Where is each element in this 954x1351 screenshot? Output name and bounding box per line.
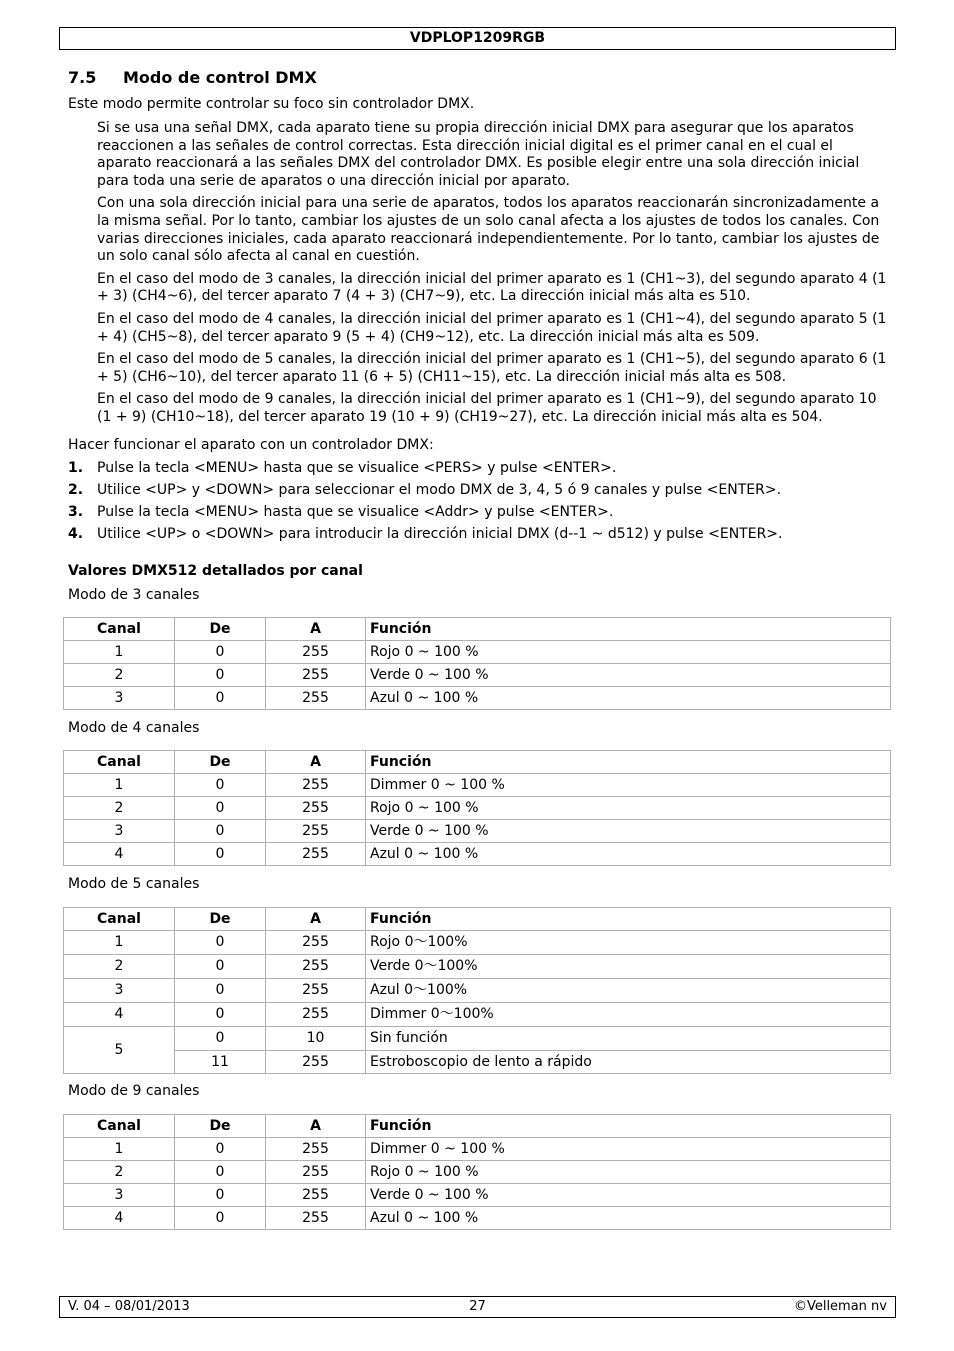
cell-funcion: Verde 0～100%	[366, 955, 891, 979]
step-number: 1.	[68, 460, 84, 476]
footer-version: V. 04 – 08/01/2013	[68, 1299, 190, 1314]
step-text: Pulse la tecla <MENU> hasta que se visualice <PERS> y pulse <ENTER>.	[97, 460, 617, 476]
footer-copyright: ©Velleman nv	[793, 1299, 887, 1314]
cell-de: 0	[175, 1138, 266, 1161]
cell-funcion: Azul 0～100%	[366, 979, 891, 1003]
cell-funcion: Rojo 0～100%	[366, 931, 891, 955]
cell-de: 0	[175, 641, 266, 664]
cell-funcion: Verde 0 ~ 100 %	[366, 820, 891, 843]
header-funcion: Función	[366, 908, 891, 931]
table-row	[64, 820, 891, 843]
paragraph: En el caso del modo de 3 canales, la dirección inicial del primer aparato es 1 (CH1~3), del segundo aparato 4 (1 + 3) (CH4~6), del tercer aparato 7 (4 + 3) (CH7~9), etc. La dirección inicial más alta es 510.	[97, 270, 887, 305]
table-row	[64, 1207, 891, 1230]
cell-a: 255	[266, 664, 366, 687]
cell-de: 0	[175, 664, 266, 687]
table-row	[64, 774, 891, 797]
table-row	[64, 641, 891, 664]
subheading: Valores DMX512 detallados por canal	[68, 563, 363, 579]
header-funcion: Función	[366, 1115, 891, 1138]
cell-de: 0	[175, 931, 266, 955]
step-text: Utilice <UP> y <DOWN> para seleccionar el modo DMX de 3, 4, 5 ó 9 canales y pulse <ENTER>.	[97, 482, 782, 498]
cell-a: 255	[266, 1184, 366, 1207]
cell-canal: 2	[64, 797, 175, 820]
paragraph: Con una sola dirección inicial para una serie de aparatos, todos los aparatos reaccionarán sincronizadamente a la misma señal. Por lo tanto, cambiar los ajustes de un solo canal afecta a los ajustes de todos los canales. Con varias direcciones iniciales, cada aparato reaccionará independientemente. Por lo tanto, cambiar los ajustes de un solo canal sólo afecta al canal en cuestión.	[97, 195, 880, 265]
cell-a: 255	[266, 641, 366, 664]
header-a: A	[266, 618, 366, 641]
steps-list	[68, 460, 888, 548]
cell-canal: 3	[64, 1184, 175, 1207]
cell-canal: 3	[64, 979, 175, 1003]
cell-a: 255	[266, 687, 366, 710]
header-canal: Canal	[64, 618, 175, 641]
table-row	[64, 797, 891, 820]
cell-funcion: Verde 0 ~ 100 %	[366, 1184, 891, 1207]
cell-a: 255	[266, 1003, 366, 1027]
cell-canal: 4	[64, 843, 175, 866]
cell-a: 255	[266, 1161, 366, 1184]
cell-funcion: Azul 0 ~ 100 %	[366, 1207, 891, 1230]
cell-de: 11	[175, 1051, 266, 1074]
cell-de: 0	[175, 1207, 266, 1230]
table-row	[64, 955, 891, 979]
step-item	[68, 504, 888, 526]
header-de: De	[175, 908, 266, 931]
table-row	[64, 1184, 891, 1207]
cell-canal: 2	[64, 955, 175, 979]
mode-label: Modo de 3 canales	[68, 587, 200, 603]
dmx-table-9ch	[63, 1114, 891, 1230]
step-item	[68, 482, 888, 504]
table-header-row	[64, 618, 891, 641]
cell-de: 0	[175, 687, 266, 710]
cell-a: 255	[266, 931, 366, 955]
cell-de: 0	[175, 979, 266, 1003]
header-a: A	[266, 1115, 366, 1138]
header-de: De	[175, 1115, 266, 1138]
cell-de: 0	[175, 797, 266, 820]
table-header-row	[64, 908, 891, 931]
header-a: A	[266, 751, 366, 774]
cell-canal: 5	[64, 1027, 175, 1074]
cell-canal: 1	[64, 931, 175, 955]
table-header-row	[64, 751, 891, 774]
mode-label: Modo de 5 canales	[68, 876, 200, 892]
table-row	[64, 687, 891, 710]
cell-a: 255	[266, 797, 366, 820]
cell-canal: 3	[64, 820, 175, 843]
cell-funcion: Rojo 0 ~ 100 %	[366, 1161, 891, 1184]
section-title: Modo de control DMX	[123, 68, 317, 87]
step-number: 4.	[68, 526, 84, 542]
cell-de: 0	[175, 1027, 266, 1051]
cell-canal: 3	[64, 687, 175, 710]
cell-de: 0	[175, 820, 266, 843]
operate-intro: Hacer funcionar el aparato con un controlador DMX:	[68, 437, 434, 453]
cell-funcion: Dimmer 0～100%	[366, 1003, 891, 1027]
cell-funcion: Rojo 0 ~ 100 %	[366, 797, 891, 820]
header-funcion: Función	[366, 751, 891, 774]
cell-de: 0	[175, 1161, 266, 1184]
table-row	[64, 1138, 891, 1161]
cell-a: 255	[266, 955, 366, 979]
header-de: De	[175, 751, 266, 774]
header-canal: Canal	[64, 751, 175, 774]
paragraph: En el caso del modo de 9 canales, la dirección inicial del primer aparato es 1 (CH1~9), del segundo aparato 10 (1 + 9) (CH10~18), del tercer aparato 19 (10 + 9) (CH19~27), etc. La dirección inicial más alta es 504.	[97, 391, 877, 425]
cell-a: 255	[266, 843, 366, 866]
table-row	[64, 979, 891, 1003]
header-canal: Canal	[64, 1115, 175, 1138]
header-canal: Canal	[64, 908, 175, 931]
cell-canal: 2	[64, 1161, 175, 1184]
table-row	[64, 664, 891, 687]
cell-canal: 2	[64, 664, 175, 687]
dmx-table-5ch	[63, 907, 891, 1074]
step-text: Utilice <UP> o <DOWN> para introducir la dirección inicial DMX (d--1 ~ d512) y pulse <ENTER>.	[97, 526, 783, 542]
cell-canal: 1	[64, 1138, 175, 1161]
cell-a: 255	[266, 820, 366, 843]
document-model-title: VDPLOP1209RGB	[409, 30, 546, 46]
paragraph: Si se usa una señal DMX, cada aparato tiene su propia dirección inicial DMX para asegurar que los aparatos reaccionen a las señales de control correctas. Esta dirección inicial digital es el primer canal en el cual el aparato reaccionará a las señales DMX del controlador DMX. Es posible elegir entre una sola dirección inicial para toda una serie de aparatos o una dirección inicial por aparato.	[97, 120, 860, 189]
cell-a: 255	[266, 774, 366, 797]
header-funcion: Función	[366, 618, 891, 641]
description-paragraphs	[97, 120, 887, 432]
paragraph: En el caso del modo de 4 canales, la dirección inicial del primer aparato es 1 (CH1~4), del segundo aparato 5 (1 + 4) (CH5~8), del tercer aparato 9 (5 + 4) (CH9~12), etc. La dirección inicial más alta es 509.	[97, 310, 887, 345]
cell-a: 255	[266, 1138, 366, 1161]
cell-funcion: Dimmer 0 ~ 100 %	[366, 1138, 891, 1161]
cell-de: 0	[175, 1184, 266, 1207]
intro-text: Este modo permite controlar su foco sin controlador DMX.	[68, 96, 475, 112]
step-number: 3.	[68, 504, 84, 520]
section-heading	[68, 68, 317, 87]
cell-funcion: Azul 0 ~ 100 %	[366, 687, 891, 710]
section-number: 7.5	[68, 68, 97, 87]
cell-funcion: Azul 0 ~ 100 %	[366, 843, 891, 866]
mode-label: Modo de 4 canales	[68, 720, 200, 736]
cell-canal: 4	[64, 1003, 175, 1027]
step-item	[68, 460, 888, 482]
step-number: 2.	[68, 482, 84, 498]
cell-de: 0	[175, 955, 266, 979]
table-row	[64, 1027, 891, 1051]
cell-a: 255	[266, 1051, 366, 1074]
cell-de: 0	[175, 774, 266, 797]
step-item	[68, 526, 888, 548]
cell-funcion: Estroboscopio de lento a rápido	[366, 1051, 891, 1074]
dmx-table-4ch	[63, 750, 891, 866]
paragraph: En el caso del modo de 5 canales, la dirección inicial del primer aparato es 1 (CH1~5), del segundo aparato 6 (1 + 5) (CH6~10), del tercer aparato 11 (6 + 5) (CH11~15), etc. La dirección inicial más alta es 508.	[97, 351, 887, 385]
footer-page-number: 27	[469, 1299, 486, 1314]
mode-label: Modo de 9 canales	[68, 1083, 200, 1099]
header-a: A	[266, 908, 366, 931]
page-header	[59, 27, 896, 50]
cell-a: 10	[266, 1027, 366, 1051]
table-row	[64, 1161, 891, 1184]
table-row	[64, 843, 891, 866]
header-de: De	[175, 618, 266, 641]
table-row	[64, 1051, 891, 1074]
step-text: Pulse la tecla <MENU> hasta que se visualice <Addr> y pulse <ENTER>.	[97, 504, 614, 520]
cell-funcion: Sin función	[366, 1027, 891, 1051]
cell-de: 0	[175, 1003, 266, 1027]
cell-canal: 1	[64, 774, 175, 797]
table-header-row	[64, 1115, 891, 1138]
cell-funcion: Rojo 0 ~ 100 %	[366, 641, 891, 664]
cell-canal: 4	[64, 1207, 175, 1230]
cell-a: 255	[266, 979, 366, 1003]
cell-de: 0	[175, 843, 266, 866]
cell-funcion: Dimmer 0 ~ 100 %	[366, 774, 891, 797]
page-footer	[59, 1296, 896, 1318]
table-row	[64, 1003, 891, 1027]
table-row	[64, 931, 891, 955]
dmx-table-3ch	[63, 617, 891, 710]
cell-a: 255	[266, 1207, 366, 1230]
cell-funcion: Verde 0 ~ 100 %	[366, 664, 891, 687]
cell-canal: 1	[64, 641, 175, 664]
